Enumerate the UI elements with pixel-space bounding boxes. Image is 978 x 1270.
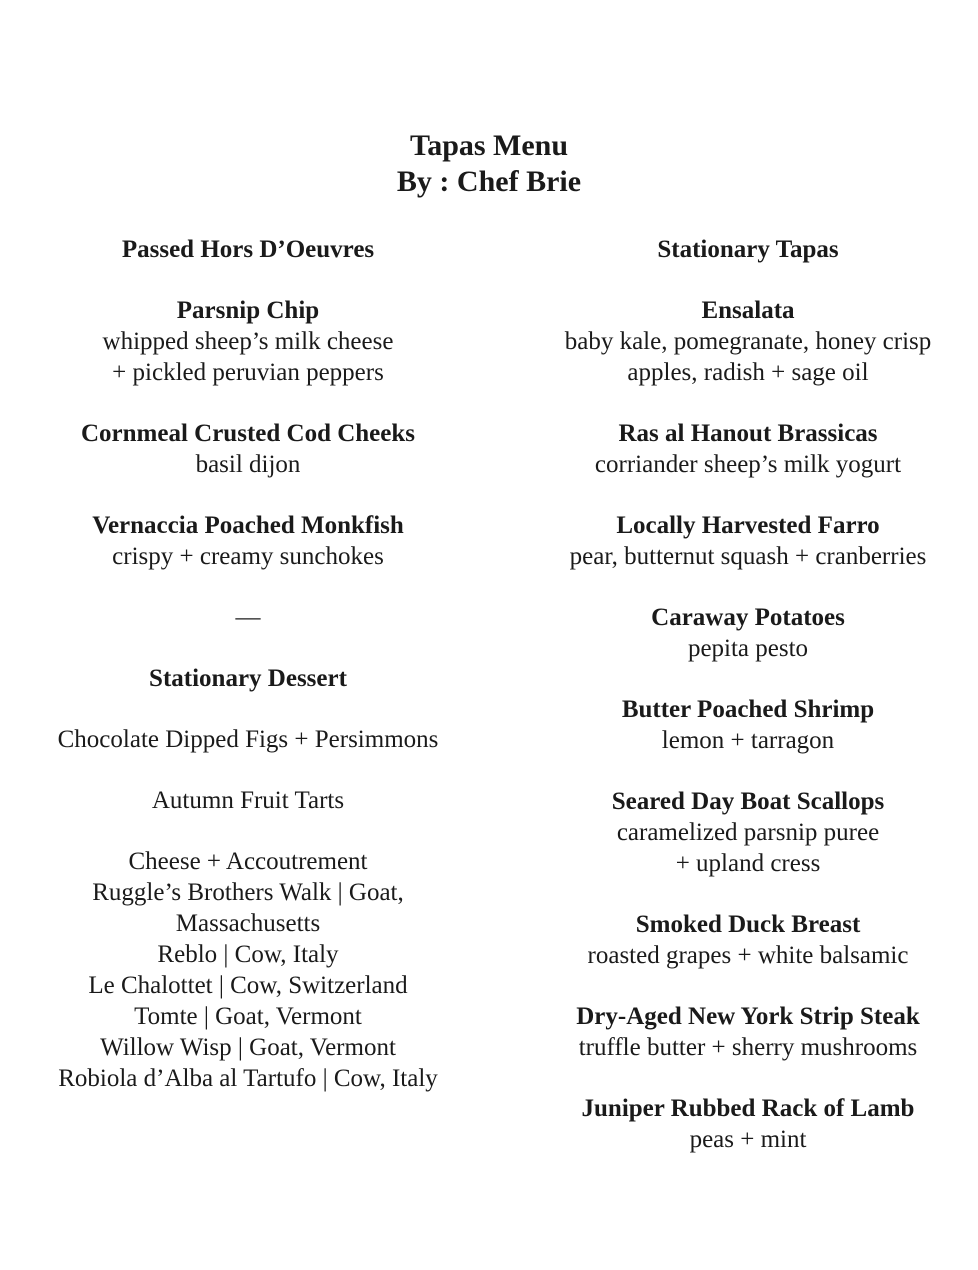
menu-item-name: Caraway Potatoes <box>651 604 845 631</box>
menu-item <box>522 694 974 756</box>
cheese-line: Tomte | Goat, Vermont <box>134 1003 362 1030</box>
cheese-list <box>10 846 486 1094</box>
cheese-line: Robiola d’Alba al Tartufo | Cow, Italy <box>58 1065 438 1092</box>
menu-item <box>522 909 974 971</box>
menu-item-desc: lemon + tarragon <box>661 727 835 754</box>
menu-title: Tapas Menu <box>409 129 569 162</box>
menu-item-desc: peas + mint <box>689 1126 807 1153</box>
menu-item-name: Butter Poached Shrimp <box>621 696 875 723</box>
cheese-line: Reblo | Cow, Italy <box>157 941 339 968</box>
cheese-line: Willow Wisp | Goat, Vermont <box>100 1034 396 1061</box>
menu-item <box>10 295 486 388</box>
menu-item-name: Ras al Hanout Brassicas <box>618 420 878 447</box>
menu-subtitle: By : Chef Brie <box>396 165 582 198</box>
menu-item <box>10 418 486 480</box>
menu-item-desc: pepita pesto <box>687 635 809 662</box>
menu-item-desc: + pickled peruvian peppers <box>112 359 384 386</box>
menu-item-name: Cornmeal Crusted Cod Cheeks <box>80 420 416 447</box>
dessert-item: Chocolate Dipped Figs + Persimmons <box>57 726 439 753</box>
menu-item <box>522 602 974 664</box>
menu-item-desc: corriander sheep’s milk yogurt <box>594 451 902 478</box>
menu-item-desc: + upland cress <box>675 850 821 877</box>
menu-item-desc: caramelized parsnip puree <box>616 819 880 846</box>
menu-item <box>522 786 974 879</box>
menu-item-desc: crispy + creamy sunchokes <box>112 543 384 570</box>
menu-item <box>522 510 974 572</box>
menu-item-desc: whipped sheep’s milk cheese <box>102 328 394 355</box>
section-heading-stationary-tapas: Stationary Tapas <box>657 236 839 263</box>
menu-item <box>522 1093 974 1155</box>
right-column <box>522 234 974 1155</box>
menu-item-name: Seared Day Boat Scallops <box>611 788 885 815</box>
cheese-line: Cheese + Accoutrement <box>128 848 368 875</box>
menu-item <box>522 418 974 480</box>
menu-item-name: Vernaccia Poached Monkfish <box>92 512 404 539</box>
left-column <box>10 234 486 1094</box>
menu-item-desc: pear, butternut squash + cranberries <box>569 543 927 570</box>
cheese-line: Le Chalottet | Cow, Switzerland <box>88 972 408 999</box>
menu-item-desc: roasted grapes + white balsamic <box>587 942 909 969</box>
cheese-line: Ruggle’s Brothers Walk | Goat, <box>92 879 404 906</box>
section-heading-hors-doeuvres: Passed Hors D’Oeuvres <box>121 236 375 263</box>
menu-item-desc: basil dijon <box>195 451 301 478</box>
menu-item-name: Ensalata <box>701 297 795 324</box>
menu-item <box>10 510 486 572</box>
menu-item-name: Dry-Aged New York Strip Steak <box>576 1003 920 1030</box>
menu-item-desc: apples, radish + sage oil <box>627 359 869 386</box>
menu-item <box>522 1001 974 1063</box>
menu-item-desc: truffle butter + sherry mushrooms <box>578 1034 918 1061</box>
section-heading-dessert: Stationary Dessert <box>149 665 347 692</box>
section-divider: — <box>235 604 261 631</box>
menu-item-name: Parsnip Chip <box>176 297 320 324</box>
menu-item-name: Juniper Rubbed Rack of Lamb <box>581 1095 915 1122</box>
menu-item <box>522 295 974 388</box>
menu-item-name: Smoked Duck Breast <box>635 911 861 938</box>
cheese-line: Massachusetts <box>175 910 321 937</box>
menu-item-desc: baby kale, pomegranate, honey crisp <box>564 328 932 355</box>
menu-item-name: Locally Harvested Farro <box>616 512 880 539</box>
dessert-item: Autumn Fruit Tarts <box>151 787 345 814</box>
